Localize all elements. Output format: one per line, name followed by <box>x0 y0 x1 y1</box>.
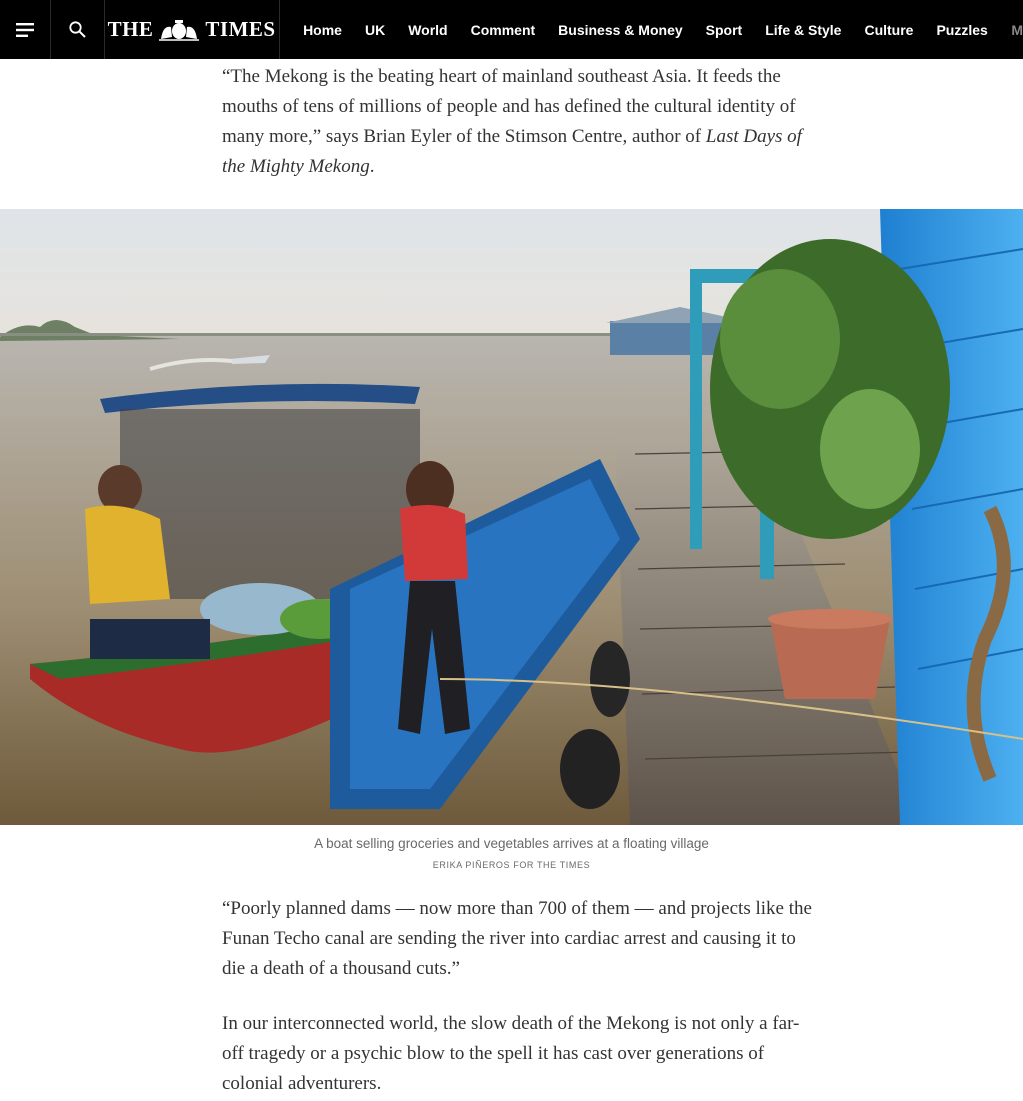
article-paragraph-3: In our interconnected world, the slow death of the Mekong is not only a far-off tragedy or a psychic blow to the spell it has cast over generations of colonial adventurers. <box>222 1013 800 1094</box>
book-title: Last Days of the Mighty Mekong <box>222 126 802 177</box>
hamburger-menu-icon <box>16 23 34 37</box>
nav-business-money[interactable]: Business & Money <box>558 21 683 38</box>
search-icon <box>69 21 86 38</box>
paragraph-end: . <box>369 156 375 177</box>
the-times-logo[interactable] <box>105 0 280 59</box>
logo-text-the: THE <box>107 17 154 41</box>
photo-caption: A boat selling groceries and vegetables arrives at a floating village <box>314 836 709 851</box>
nav-puzzles[interactable]: Puzzles <box>936 21 988 38</box>
floating-village-boat-photo <box>0 209 1023 825</box>
article-paragraph-2: “Poorly planned dams — now more than 700 of them — and projects like the Funan Techo canal are sending the river into cardiac arrest and causing it to die a death of a thousand cuts.” <box>222 898 812 979</box>
article-photo <box>0 209 1023 825</box>
menu-button[interactable] <box>0 0 51 59</box>
top-navigation-bar <box>0 0 1023 59</box>
nav-uk[interactable]: UK <box>364 21 386 38</box>
nav-life-style[interactable]: Life & Style <box>765 21 842 38</box>
nav-world[interactable]: World <box>408 21 448 38</box>
nav-comment[interactable]: Comment <box>470 21 536 38</box>
photo-credit: ERIKA PIÑEROS FOR THE TIMES <box>432 860 591 870</box>
section-navigation <box>280 0 1023 59</box>
royal-crest-icon <box>157 19 201 41</box>
nav-culture[interactable]: Culture <box>864 21 914 38</box>
search-button[interactable] <box>51 0 104 59</box>
nav-overflow-item[interactable]: M <box>1011 21 1023 38</box>
nav-home[interactable]: Home <box>303 21 342 38</box>
logo-text-times: TIMES <box>205 17 276 41</box>
paragraph-text: “The Mekong is the beating heart of mainland southeast Asia. It feeds the mouths of tens of millions of people and has defined the cultural identity of many more,” says Brian Eyler of the Stimson Centre, author of <box>222 66 796 147</box>
nav-sport[interactable]: Sport <box>705 21 743 38</box>
article-paragraph-1 <box>222 62 812 182</box>
